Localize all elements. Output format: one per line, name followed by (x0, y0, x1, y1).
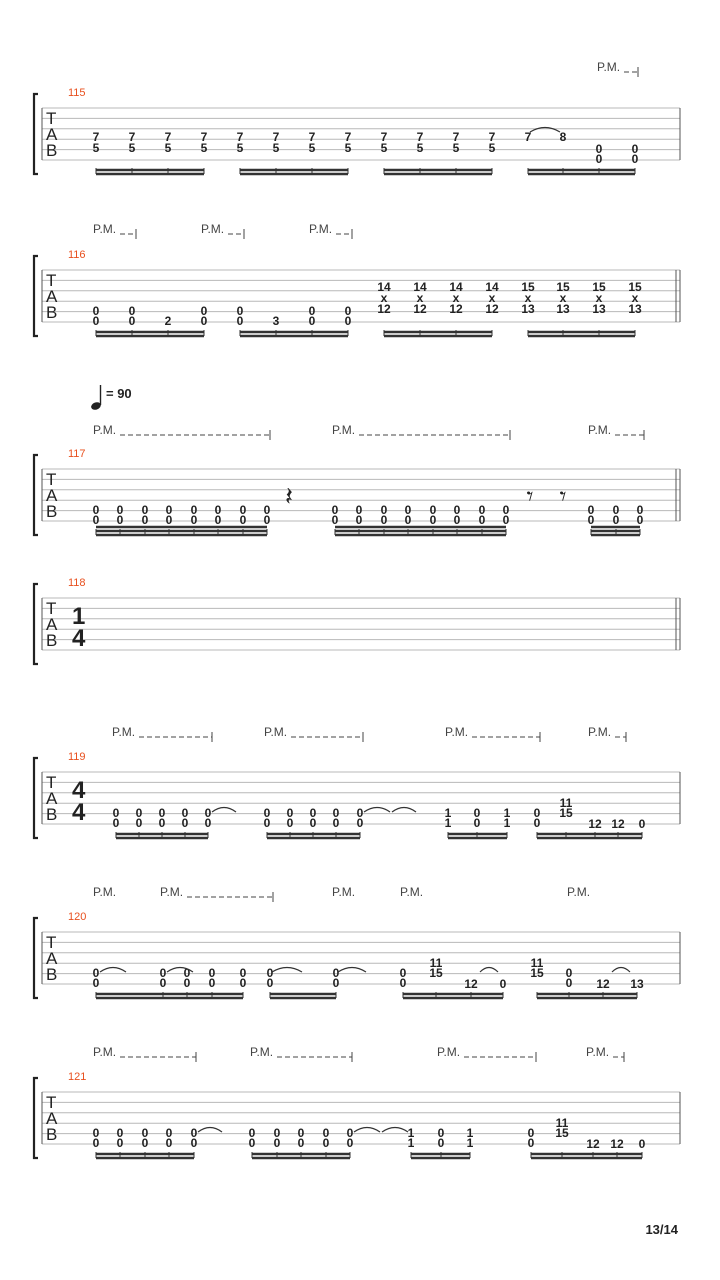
fret-number: 1 (407, 1136, 415, 1150)
fret-number: 12 (596, 977, 610, 991)
fret-number: 0 (631, 142, 639, 156)
fret-number: 11 (559, 796, 573, 810)
fret-number: 1 (407, 1126, 415, 1140)
fret-number: 0 (204, 806, 212, 820)
fret-number: 0 (587, 513, 595, 527)
fret-number: 11 (530, 956, 544, 970)
fret-number: 7 (272, 130, 280, 144)
fret-number: 0 (344, 304, 352, 318)
fret-number: 15 (530, 966, 544, 980)
tie-arc (480, 968, 498, 973)
fret-number: 0 (502, 513, 510, 527)
fret-number: 0 (236, 304, 244, 318)
fret-number: 5 (236, 141, 244, 155)
fret-number: 0 (248, 1136, 256, 1150)
fret-number: 0 (322, 1126, 330, 1140)
fret-number: 0 (332, 976, 340, 990)
fret-number: 5 (308, 141, 316, 155)
fret-number: 5 (452, 141, 460, 155)
fret-number: x (416, 291, 424, 305)
tab-clef-letter: T (46, 1093, 57, 1112)
fret-number: 0 (165, 1136, 173, 1150)
fret-number: 0 (190, 503, 198, 517)
fret-number: 5 (380, 141, 388, 155)
fret-number: 0 (165, 513, 173, 527)
fret-number: 0 (116, 1136, 124, 1150)
fret-number: 0 (346, 1136, 354, 1150)
tab-clef-letter: A (46, 125, 58, 144)
fret-number: 0 (527, 1136, 535, 1150)
fret-number: x (524, 291, 532, 305)
fret-number: 8 (559, 130, 567, 144)
fret-number: 5 (272, 141, 280, 155)
fret-number: 0 (239, 503, 247, 517)
palm-mute-label: P.M. (586, 1045, 610, 1059)
fret-number: 1 (503, 806, 511, 820)
fret-number: 0 (286, 806, 294, 820)
fret-number: 0 (565, 976, 573, 990)
time-signature-top: 1 (72, 603, 86, 630)
tie-arc (198, 1128, 222, 1133)
fret-number: 1 (466, 1136, 474, 1150)
tab-clef-letter: A (46, 486, 58, 505)
fret-number: 0 (92, 976, 100, 990)
fret-number: 0 (429, 513, 437, 527)
fret-number: 7 (128, 130, 136, 144)
tempo-marking: = 90 (106, 386, 132, 401)
tab-clef-letter: B (46, 141, 58, 160)
fret-number: x (452, 291, 460, 305)
fret-number: 0 (116, 513, 124, 527)
fret-number: 5 (92, 141, 100, 155)
palm-mute-label: P.M. (93, 222, 117, 236)
system-bracket (34, 256, 38, 336)
fret-number: 0 (631, 152, 639, 166)
fret-number: 5 (416, 141, 424, 155)
time-signature-bottom: 4 (72, 625, 86, 652)
fret-number: 0 (92, 503, 100, 517)
palm-mute-label: P.M. (309, 222, 333, 236)
fret-number: 7 (92, 130, 100, 144)
fret-number: 0 (380, 503, 388, 517)
fret-number: 0 (273, 1136, 281, 1150)
tab-system (34, 885, 680, 998)
fret-number: 0 (92, 314, 100, 328)
fret-number: 0 (190, 513, 198, 527)
fret-number: 13 (630, 977, 644, 991)
palm-mute-label: P.M. (588, 423, 612, 437)
fret-number: 0 (263, 806, 271, 820)
tab-clef-letter: T (46, 773, 57, 792)
fret-number: 1 (503, 816, 511, 830)
fret-number: 0 (595, 152, 603, 166)
tie-arc (530, 128, 560, 133)
fret-number: 0 (266, 976, 274, 990)
tie-arc (612, 968, 630, 973)
fret-number: 0 (356, 806, 364, 820)
fret-number: 1 (466, 1126, 474, 1140)
fret-number: 0 (263, 503, 271, 517)
palm-mute-label: P.M. (588, 725, 612, 739)
tie-arc (272, 968, 302, 973)
bar-number: 121 (68, 1071, 87, 1083)
fret-number: 12 (413, 302, 427, 316)
tab-clef-letter: T (46, 599, 57, 618)
fret-number: 0 (502, 503, 510, 517)
fret-number: 13 (556, 302, 570, 316)
fret-number: x (631, 291, 639, 305)
quarter-rest-icon: 𝄽 (285, 482, 293, 512)
fret-number: 0 (344, 314, 352, 328)
fret-number: 0 (453, 503, 461, 517)
fret-number: 14 (413, 280, 427, 294)
palm-mute-label: P.M. (160, 885, 184, 899)
fret-number: 0 (181, 816, 189, 830)
palm-mute-label: P.M. (445, 725, 469, 739)
fret-number: 5 (200, 141, 208, 155)
fret-number: 7 (524, 130, 532, 144)
tab-system (34, 222, 680, 336)
tab-system (34, 725, 680, 838)
fret-number: 0 (533, 806, 541, 820)
page-number: 13/14 (645, 1222, 678, 1237)
fret-number: 0 (331, 503, 339, 517)
bar-number: 116 (68, 249, 86, 261)
bar-number: 115 (68, 87, 86, 99)
time-signature-bottom: 4 (72, 799, 86, 826)
fret-number: 0 (595, 142, 603, 156)
system-bracket (34, 455, 38, 535)
fret-number: x (595, 291, 603, 305)
tie-arc (392, 808, 416, 813)
fret-number: 0 (239, 966, 247, 980)
fret-number: 12 (610, 1137, 624, 1151)
bar-number: 118 (68, 577, 86, 589)
fret-number: 0 (112, 816, 120, 830)
fret-number: 0 (332, 816, 340, 830)
fret-number: 0 (158, 816, 166, 830)
fret-number: 0 (181, 806, 189, 820)
fret-number: 5 (344, 141, 352, 155)
fret-number: 0 (239, 976, 247, 990)
fret-number: 0 (612, 503, 620, 517)
fret-number: 0 (135, 816, 143, 830)
fret-number: 0 (355, 513, 363, 527)
palm-mute-label: P.M. (201, 222, 225, 236)
eighth-rest-icon: 𝄾 (559, 482, 567, 512)
fret-number: 0 (112, 806, 120, 820)
fret-number: 0 (92, 1126, 100, 1140)
fret-number: 7 (416, 130, 424, 144)
fret-number: x (559, 291, 567, 305)
eighth-rest-icon: 𝄾 (526, 482, 534, 512)
fret-number: 0 (141, 1126, 149, 1140)
bar-number: 120 (68, 911, 87, 923)
system-bracket (34, 94, 38, 174)
tab-clef-letter: A (46, 1109, 58, 1128)
fret-number: 0 (266, 966, 274, 980)
fret-number: 7 (236, 130, 244, 144)
fret-number: 15 (592, 280, 606, 294)
fret-number: 0 (527, 1126, 535, 1140)
tab-clef-letter: B (46, 965, 58, 984)
fret-number: 0 (308, 304, 316, 318)
tab-system (34, 1045, 680, 1158)
fret-number: 0 (165, 1126, 173, 1140)
fret-number: 0 (208, 976, 216, 990)
fret-number: 0 (273, 1126, 281, 1140)
fret-number: 0 (308, 314, 316, 328)
fret-number: 5 (164, 141, 172, 155)
fret-number: 13 (592, 302, 606, 316)
fret-number: 0 (473, 816, 481, 830)
fret-number: 7 (308, 130, 316, 144)
fret-number: 0 (158, 806, 166, 820)
fret-number: 13 (628, 302, 642, 316)
fret-number: 0 (565, 966, 573, 980)
palm-mute-label: P.M. (567, 885, 591, 899)
fret-number: 0 (638, 1137, 646, 1151)
tab-clef-letter: A (46, 615, 58, 634)
fret-number: 0 (356, 816, 364, 830)
system-bracket (34, 1078, 38, 1158)
fret-number: 7 (164, 130, 172, 144)
fret-number: 0 (263, 513, 271, 527)
tab-clef-letter: T (46, 470, 57, 489)
fret-number: 0 (499, 977, 507, 991)
fret-number: 0 (159, 976, 167, 990)
fret-number: 0 (404, 513, 412, 527)
fret-number: 0 (355, 503, 363, 517)
tie-arc (212, 808, 236, 813)
fret-number: 0 (473, 806, 481, 820)
fret-number: 0 (200, 314, 208, 328)
system-bracket (34, 758, 38, 838)
fret-number: 0 (248, 1126, 256, 1140)
fret-number: 1 (444, 816, 452, 830)
fret-number: 12 (485, 302, 499, 316)
fret-number: 0 (478, 503, 486, 517)
tab-clef-letter: B (46, 303, 58, 322)
tab-clef-letter: T (46, 109, 57, 128)
tab-system (34, 577, 680, 664)
fret-number: x (488, 291, 496, 305)
fret-number: 0 (636, 513, 644, 527)
fret-number: 0 (346, 1126, 354, 1140)
fret-number: 0 (141, 503, 149, 517)
tie-arc (338, 968, 366, 973)
tab-clef-letter: T (46, 271, 57, 290)
fret-number: 0 (331, 513, 339, 527)
fret-number: 11 (429, 956, 443, 970)
system-bracket (34, 584, 38, 664)
fret-number: 0 (92, 513, 100, 527)
fret-number: 0 (297, 1136, 305, 1150)
fret-number: 0 (116, 1126, 124, 1140)
fret-number: 12 (449, 302, 463, 316)
tab-system (34, 60, 680, 174)
fret-number: 0 (141, 1136, 149, 1150)
fret-number: 0 (380, 513, 388, 527)
fret-number: 0 (286, 816, 294, 830)
fret-number: 0 (404, 503, 412, 517)
fret-number: 0 (236, 314, 244, 328)
fret-number: 0 (116, 503, 124, 517)
tab-clef-letter: T (46, 933, 57, 952)
fret-number: 5 (488, 141, 496, 155)
tab-clef-letter: B (46, 805, 58, 824)
fret-number: 0 (297, 1126, 305, 1140)
fret-number: 15 (521, 280, 535, 294)
fret-number: 0 (239, 513, 247, 527)
fret-number: 0 (309, 806, 317, 820)
fret-number: 0 (587, 503, 595, 517)
fret-number: 5 (128, 141, 136, 155)
tab-system (34, 423, 680, 535)
tie-arc (382, 1128, 408, 1133)
fret-number: 0 (165, 503, 173, 517)
fret-number: 0 (263, 816, 271, 830)
fret-number: 0 (214, 513, 222, 527)
system-bracket (34, 918, 38, 998)
fret-number: 2 (164, 314, 172, 328)
fret-number: 0 (190, 1136, 198, 1150)
fret-number: 0 (636, 503, 644, 517)
fret-number: 0 (141, 513, 149, 527)
palm-mute-label: P.M. (93, 1045, 117, 1059)
fret-number: 15 (559, 806, 573, 820)
fret-number: 0 (437, 1126, 445, 1140)
fret-number: 0 (92, 966, 100, 980)
fret-number: 12 (464, 977, 478, 991)
time-signature-top: 4 (72, 777, 86, 804)
fret-number: 0 (92, 304, 100, 318)
bar-number: 119 (68, 751, 86, 763)
fret-number: 0 (309, 816, 317, 830)
fret-number: 0 (92, 1136, 100, 1150)
fret-number: 0 (135, 806, 143, 820)
fret-number: 0 (332, 806, 340, 820)
fret-number: 3 (272, 314, 280, 328)
palm-mute-label: P.M. (93, 423, 117, 437)
fret-number: 12 (377, 302, 391, 316)
palm-mute-label: P.M. (250, 1045, 274, 1059)
fret-number: 15 (556, 280, 570, 294)
fret-number: 13 (521, 302, 535, 316)
fret-number: 14 (377, 280, 391, 294)
fret-number: 7 (344, 130, 352, 144)
fret-number: 0 (478, 513, 486, 527)
fret-number: 0 (183, 976, 191, 990)
fret-number: 15 (628, 280, 642, 294)
fret-number: 0 (533, 816, 541, 830)
fret-number: 0 (159, 966, 167, 980)
tab-clef-letter: A (46, 287, 58, 306)
fret-number: 12 (611, 817, 625, 831)
tie-arc (354, 1128, 380, 1133)
fret-number: 0 (128, 304, 136, 318)
fret-number: 12 (588, 817, 602, 831)
fret-number: 0 (399, 966, 407, 980)
tab-clef-letter: B (46, 631, 58, 650)
palm-mute-label: P.M. (332, 885, 356, 899)
fret-number: 14 (449, 280, 463, 294)
fret-number: 0 (208, 966, 216, 980)
fret-number: 0 (128, 314, 136, 328)
palm-mute-label: P.M. (597, 60, 621, 74)
fret-number: 0 (322, 1136, 330, 1150)
palm-mute-label: P.M. (400, 885, 424, 899)
bar-number: 117 (68, 448, 86, 460)
fret-number: 7 (200, 130, 208, 144)
fret-number: 0 (453, 513, 461, 527)
fret-number: 11 (555, 1116, 569, 1130)
fret-number: x (380, 291, 388, 305)
fret-number: 15 (555, 1126, 569, 1140)
palm-mute-label: P.M. (332, 423, 356, 437)
tie-arc (100, 968, 126, 973)
fret-number: 0 (638, 817, 646, 831)
fret-number: 0 (332, 966, 340, 980)
palm-mute-label: P.M. (112, 725, 136, 739)
fret-number: 15 (429, 966, 443, 980)
tie-arc (364, 808, 390, 813)
fret-number: 0 (399, 976, 407, 990)
fret-number: 0 (183, 966, 191, 980)
fret-number: 0 (190, 1126, 198, 1140)
fret-number: 0 (200, 304, 208, 318)
tab-clef-letter: A (46, 789, 58, 808)
fret-number: 0 (437, 1136, 445, 1150)
tab-clef-letter: B (46, 502, 58, 521)
fret-number: 7 (380, 130, 388, 144)
palm-mute-label: P.M. (437, 1045, 461, 1059)
fret-number: 0 (214, 503, 222, 517)
palm-mute-label: P.M. (264, 725, 288, 739)
palm-mute-label: P.M. (93, 885, 117, 899)
fret-number: 0 (612, 513, 620, 527)
tab-clef-letter: B (46, 1125, 58, 1144)
tab-clef-letter: A (46, 949, 58, 968)
fret-number: 14 (485, 280, 499, 294)
fret-number: 7 (488, 130, 496, 144)
fret-number: 1 (444, 806, 452, 820)
fret-number: 0 (204, 816, 212, 830)
fret-number: 7 (452, 130, 460, 144)
fret-number: 0 (429, 503, 437, 517)
fret-number: 12 (586, 1137, 600, 1151)
